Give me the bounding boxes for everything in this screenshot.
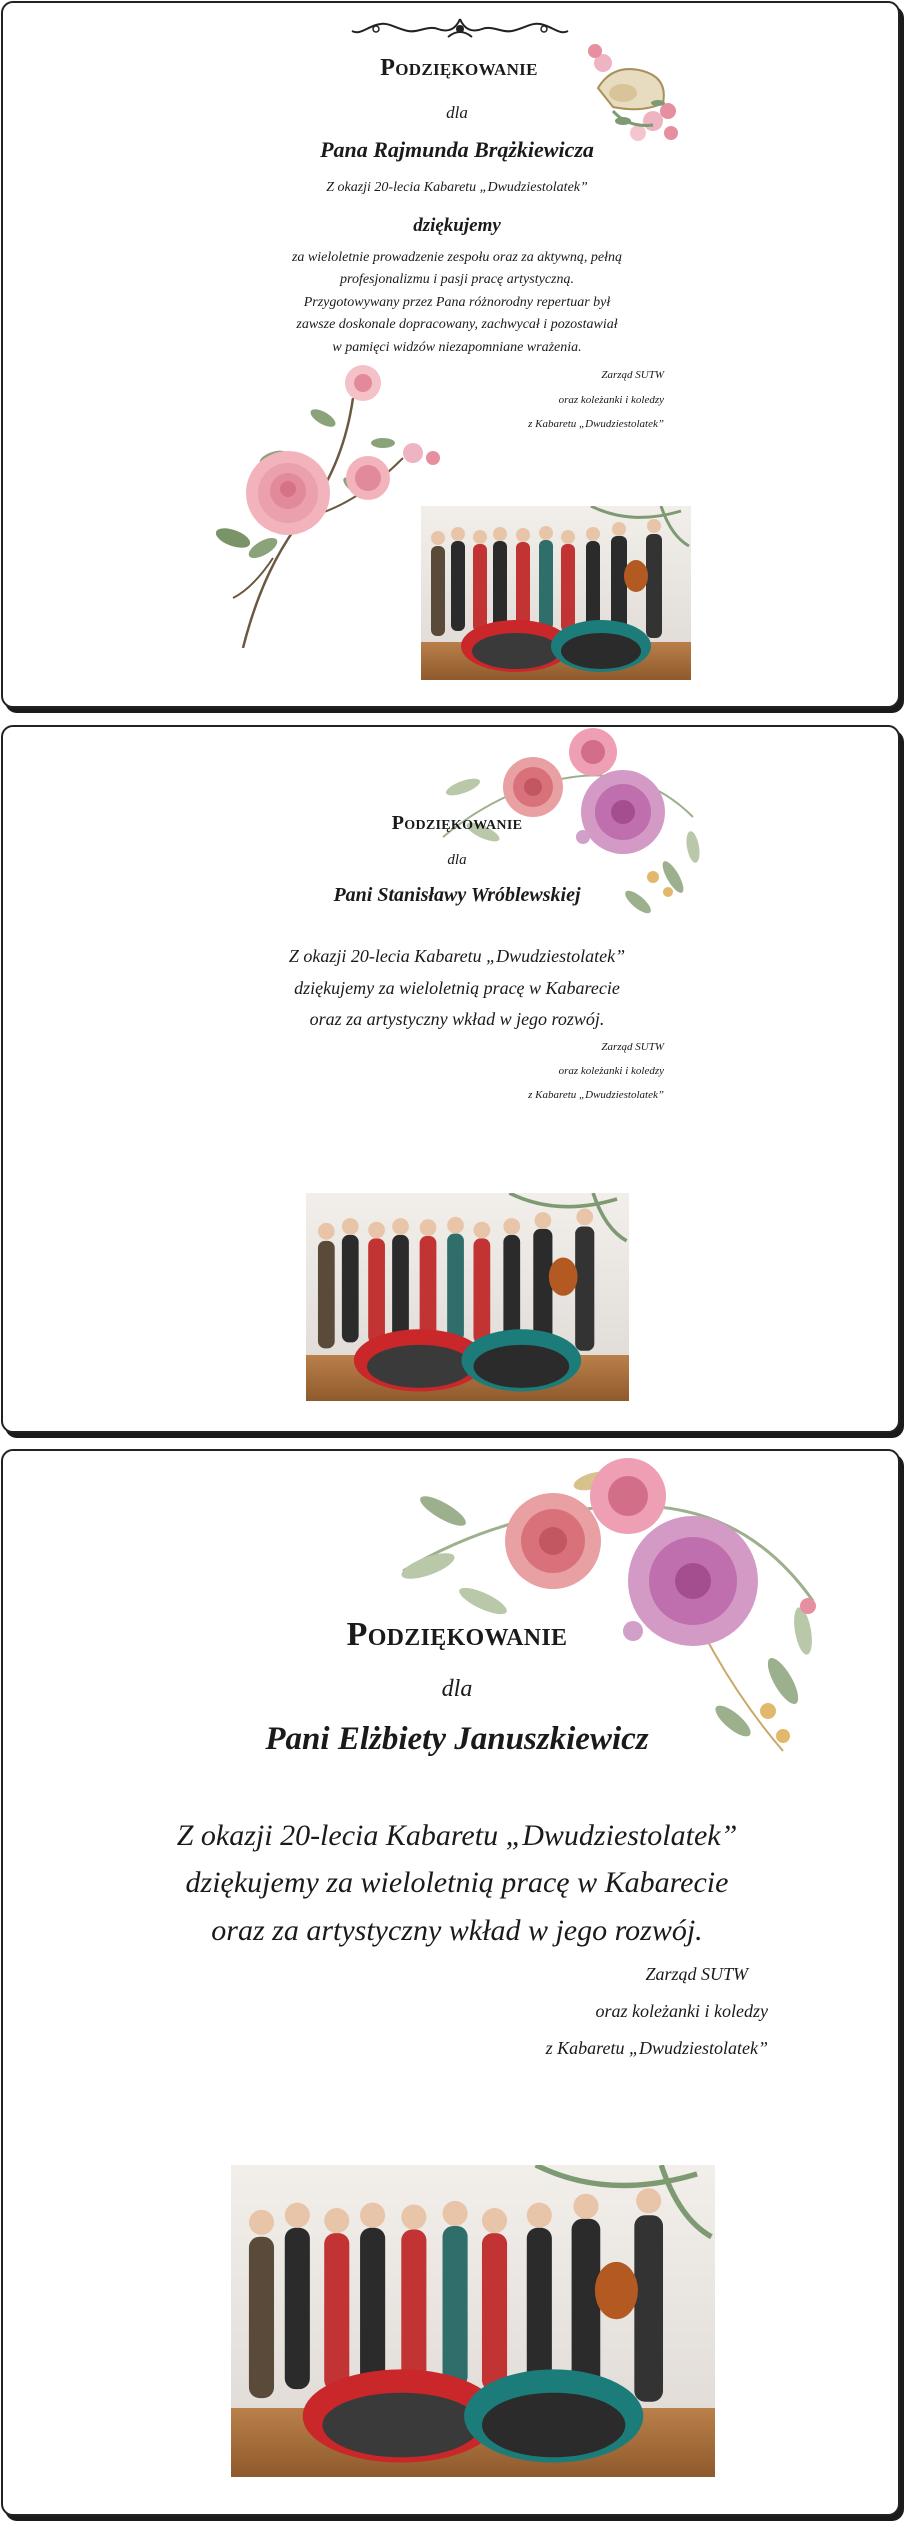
signature-line: z Kabaretu „Dwudziestolatek” <box>528 1089 664 1101</box>
signature-line: oraz koleżanki i koledzy <box>595 2001 768 2021</box>
signature-line: Zarząd SUTW <box>601 1041 664 1053</box>
dla-label: dla <box>441 1676 473 1702</box>
ornament-flourish-icon <box>348 15 573 43</box>
signature-line: z Kabaretu „Dwudziestolatek” <box>528 418 664 430</box>
rose-bouquet-icon <box>203 358 458 648</box>
group-photo <box>231 2165 715 2477</box>
group-photo <box>306 1193 629 1401</box>
certificate-card-1 <box>1 1 900 708</box>
body-line: oraz za artystyczny wkład w jego rozwój. <box>211 1914 703 1947</box>
page-title: Podziękowanie <box>346 1616 568 1653</box>
recipient-name: Pani Elżbiety Januszkiewicz <box>265 1721 649 1757</box>
group-photo <box>421 506 691 680</box>
certificate-card-2 <box>1 725 900 1433</box>
certificate-card-3 <box>1 1449 900 2516</box>
signature-line: Zarząd SUTW <box>601 369 664 381</box>
body-line: dziękujemy za wieloletnią pracę w Kabarecie <box>185 1866 729 1899</box>
page-title: Podziękowanie <box>380 55 538 81</box>
body-line: zawsze doskonale dopracowany, zachwycał i pozostawiał <box>296 317 618 332</box>
body-line: Z okazji 20-lecia Kabaretu „Dwudziestolatek” <box>176 1819 738 1852</box>
thanks-text: dziękujemy <box>413 215 501 236</box>
body-line: profesjonalizmu i pasji pracę artystyczną. <box>340 272 574 287</box>
page-title: Podziękowanie <box>391 812 523 834</box>
occasion-text: Z okazji 20-lecia Kabaretu „Dwudziestolatek” <box>326 180 588 195</box>
dla-label: dla <box>446 103 468 122</box>
signature-line: oraz koleżanki i koledzy <box>558 1065 664 1077</box>
body-line: oraz za artystyczny wkład w jego rozwój. <box>309 1009 605 1029</box>
body-line: za wieloletnie prowadzenie zespołu oraz za aktywną, pełną <box>291 250 622 265</box>
body-line: dziękujemy za wieloletnią pracę w Kabarecie <box>294 978 620 998</box>
body-line: Z okazji 20-lecia Kabaretu „Dwudziestolatek” <box>288 946 626 966</box>
signature-line: oraz koleżanki i koledzy <box>558 394 664 406</box>
recipient-name: Pani Stanisławy Wróblewskiej <box>333 884 581 906</box>
signature-line: Zarząd SUTW <box>645 1964 748 1984</box>
signature-line: z Kabaretu „Dwudziestolatek” <box>545 2038 768 2058</box>
dla-label: dla <box>447 852 467 868</box>
body-line: Przygotowywany przez Pana różnorodny repertuar był <box>303 295 611 310</box>
recipient-name: Pana Rajmunda Brążkiewicza <box>320 137 594 162</box>
flower-vase-icon <box>583 33 683 148</box>
body-line: w pamięci widzów niezapomniane wrażenia. <box>332 340 582 355</box>
